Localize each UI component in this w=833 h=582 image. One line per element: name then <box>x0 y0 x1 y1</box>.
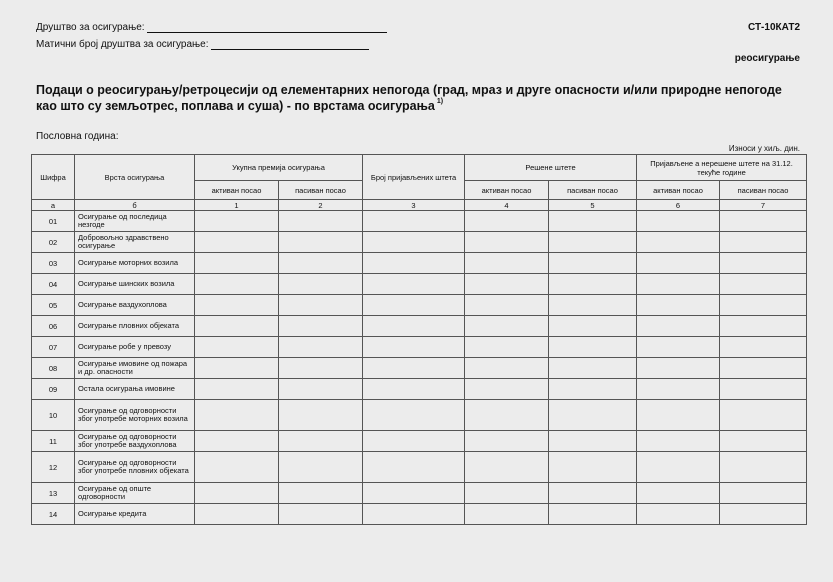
table-row <box>32 483 807 504</box>
value-cell[interactable] <box>465 483 549 504</box>
header-settled-passive: пасиван посао <box>549 181 637 200</box>
index-cell: 4 <box>465 200 549 211</box>
value-cell[interactable] <box>279 253 363 274</box>
value-cell[interactable] <box>720 274 807 295</box>
table-row <box>32 337 807 358</box>
value-cell[interactable] <box>465 358 549 379</box>
index-cell: 1 <box>195 200 279 211</box>
value-cell[interactable] <box>279 337 363 358</box>
row-code: 11 <box>32 431 75 452</box>
value-cell[interactable] <box>549 504 637 525</box>
index-cell: 5 <box>549 200 637 211</box>
row-insurance-type: Осигурање од опште одговорности <box>75 483 195 504</box>
value-cell[interactable] <box>279 358 363 379</box>
row-insurance-type: Осигурање од одговорности због употребе ваздухоплова <box>75 431 195 452</box>
value-cell[interactable] <box>637 379 720 400</box>
form-code: СТ-10КАТ2 <box>747 22 800 33</box>
row-insurance-type: Осигурање од последица незгоде <box>75 211 195 232</box>
value-cell[interactable] <box>549 337 637 358</box>
table-row <box>32 504 807 525</box>
row-code: 07 <box>32 337 75 358</box>
value-cell[interactable] <box>465 431 549 452</box>
value-cell[interactable] <box>549 358 637 379</box>
company-field[interactable] <box>147 23 387 33</box>
row-insurance-type: Осигурање моторних возила <box>75 253 195 274</box>
value-cell[interactable] <box>363 316 465 337</box>
header-reported-claims: Пријављене а нерешене штете на 31.12. текуће године <box>637 155 807 181</box>
row-code: 10 <box>32 400 75 431</box>
table-row <box>32 295 807 316</box>
value-cell[interactable] <box>465 295 549 316</box>
value-cell[interactable] <box>720 232 807 253</box>
header-code: Шифра <box>32 155 75 200</box>
index-cell: б <box>75 200 195 211</box>
table-row <box>32 253 807 274</box>
table-row <box>32 232 807 253</box>
value-cell[interactable] <box>720 452 807 483</box>
value-cell[interactable] <box>720 379 807 400</box>
value-cell[interactable] <box>279 211 363 232</box>
header-premium-passive: пасиван посао <box>279 181 363 200</box>
value-cell[interactable] <box>465 379 549 400</box>
header-settled-claims: Решене штете <box>465 155 637 181</box>
value-cell[interactable] <box>549 400 637 431</box>
form-subtitle: реосигурање <box>734 53 800 64</box>
value-cell[interactable] <box>637 295 720 316</box>
value-cell[interactable] <box>549 211 637 232</box>
company-label: Друштво за осигурање: <box>36 22 145 33</box>
value-cell[interactable] <box>720 316 807 337</box>
value-cell[interactable] <box>720 211 807 232</box>
value-cell[interactable] <box>465 400 549 431</box>
header-total-premium: Укупна премија осигурања <box>195 155 363 181</box>
value-cell[interactable] <box>549 316 637 337</box>
header-claims-count: Број пријављених штета <box>363 155 465 200</box>
value-cell[interactable] <box>637 274 720 295</box>
value-cell[interactable] <box>549 274 637 295</box>
row-insurance-type: Осигурање ваздухоплова <box>75 295 195 316</box>
value-cell[interactable] <box>363 483 465 504</box>
value-cell[interactable] <box>279 274 363 295</box>
value-cell[interactable] <box>195 504 279 525</box>
value-cell[interactable] <box>195 295 279 316</box>
value-cell[interactable] <box>195 232 279 253</box>
row-code: 13 <box>32 483 75 504</box>
row-insurance-type: Осигурање кредита <box>75 504 195 525</box>
row-code: 04 <box>32 274 75 295</box>
value-cell[interactable] <box>720 295 807 316</box>
header-reported-passive: пасиван посао <box>720 181 807 200</box>
value-cell[interactable] <box>720 253 807 274</box>
value-cell[interactable] <box>195 431 279 452</box>
value-cell[interactable] <box>279 452 363 483</box>
value-cell[interactable] <box>637 358 720 379</box>
page-title-text: Подаци о реосигурању/ретроцесији од елементарних непогода (град, мраз и друге опасности и/или природне непогоде као што су земљотрес, поплава и суша) - по врстама осигурања <box>36 83 782 114</box>
table-row <box>32 316 807 337</box>
value-cell[interactable] <box>465 316 549 337</box>
title-footnote: 1) <box>436 98 444 105</box>
value-cell[interactable] <box>363 504 465 525</box>
value-cell[interactable] <box>195 483 279 504</box>
row-insurance-type: Осигурање шинских возила <box>75 274 195 295</box>
value-cell[interactable] <box>549 483 637 504</box>
value-cell[interactable] <box>465 211 549 232</box>
index-cell: 3 <box>363 200 465 211</box>
value-cell[interactable] <box>637 211 720 232</box>
company-line <box>36 22 387 33</box>
value-cell[interactable] <box>363 274 465 295</box>
value-cell[interactable] <box>549 452 637 483</box>
value-cell[interactable] <box>195 211 279 232</box>
value-cell[interactable] <box>549 379 637 400</box>
value-cell[interactable] <box>363 253 465 274</box>
table-row <box>32 211 807 232</box>
table-row <box>32 400 807 431</box>
value-cell[interactable] <box>195 452 279 483</box>
value-cell[interactable] <box>637 400 720 431</box>
value-cell[interactable] <box>720 431 807 452</box>
value-cell[interactable] <box>720 358 807 379</box>
units-label: Износи у хиљ. дин. <box>728 144 800 153</box>
value-cell[interactable] <box>465 253 549 274</box>
value-cell[interactable] <box>195 253 279 274</box>
row-insurance-type: Остала осигурања имовине <box>75 379 195 400</box>
header-insurance-type: Врста осигурања <box>75 155 195 200</box>
value-cell[interactable] <box>720 337 807 358</box>
value-cell[interactable] <box>363 431 465 452</box>
value-cell[interactable] <box>363 400 465 431</box>
index-row <box>32 200 807 211</box>
value-cell[interactable] <box>279 295 363 316</box>
value-cell[interactable] <box>363 295 465 316</box>
value-cell[interactable] <box>363 232 465 253</box>
value-cell[interactable] <box>363 337 465 358</box>
reg-number-label: Матични број друштва за осигурање: <box>36 39 209 50</box>
row-code: 06 <box>32 316 75 337</box>
value-cell[interactable] <box>279 232 363 253</box>
value-cell[interactable] <box>279 400 363 431</box>
value-cell[interactable] <box>720 483 807 504</box>
row-code: 08 <box>32 358 75 379</box>
row-code: 09 <box>32 379 75 400</box>
value-cell[interactable] <box>465 337 549 358</box>
value-cell[interactable] <box>465 232 549 253</box>
value-cell[interactable] <box>637 232 720 253</box>
header-settled-active: активан посао <box>465 181 549 200</box>
row-insurance-type: Осигурање пловних објеката <box>75 316 195 337</box>
row-code: 01 <box>32 211 75 232</box>
value-cell[interactable] <box>637 431 720 452</box>
value-cell[interactable] <box>279 483 363 504</box>
value-cell[interactable] <box>363 452 465 483</box>
data-table <box>31 154 807 525</box>
value-cell[interactable] <box>465 274 549 295</box>
table-row <box>32 379 807 400</box>
table-row <box>32 452 807 483</box>
value-cell[interactable] <box>195 358 279 379</box>
reg-number-field[interactable] <box>211 40 369 50</box>
value-cell[interactable] <box>195 274 279 295</box>
value-cell[interactable] <box>195 400 279 431</box>
row-code: 14 <box>32 504 75 525</box>
value-cell[interactable] <box>637 337 720 358</box>
business-year-label: Пословна година: <box>36 131 119 142</box>
value-cell[interactable] <box>279 504 363 525</box>
value-cell[interactable] <box>465 504 549 525</box>
page-title <box>36 83 806 113</box>
row-code: 05 <box>32 295 75 316</box>
value-cell[interactable] <box>637 452 720 483</box>
header-premium-active: активан посао <box>195 181 279 200</box>
row-insurance-type: Добровољно здравствено осигурање <box>75 232 195 253</box>
table-body <box>32 211 807 525</box>
index-cell: а <box>32 200 75 211</box>
table-row <box>32 274 807 295</box>
index-cell: 6 <box>637 200 720 211</box>
value-cell[interactable] <box>279 431 363 452</box>
table-row <box>32 358 807 379</box>
value-cell[interactable] <box>279 316 363 337</box>
value-cell[interactable] <box>549 232 637 253</box>
table-row <box>32 431 807 452</box>
value-cell[interactable] <box>549 431 637 452</box>
value-cell[interactable] <box>637 316 720 337</box>
value-cell[interactable] <box>637 253 720 274</box>
value-cell[interactable] <box>549 295 637 316</box>
value-cell[interactable] <box>363 379 465 400</box>
row-code: 12 <box>32 452 75 483</box>
row-insurance-type: Осигурање од одговорности због употребе пловних објеката <box>75 452 195 483</box>
index-cell: 7 <box>720 200 807 211</box>
value-cell[interactable] <box>279 379 363 400</box>
row-insurance-type: Осигурање робе у превозу <box>75 337 195 358</box>
value-cell[interactable] <box>195 337 279 358</box>
value-cell[interactable] <box>720 400 807 431</box>
value-cell[interactable] <box>363 211 465 232</box>
value-cell[interactable] <box>637 483 720 504</box>
index-cell: 2 <box>279 200 363 211</box>
value-cell[interactable] <box>363 358 465 379</box>
value-cell[interactable] <box>195 316 279 337</box>
row-code: 02 <box>32 232 75 253</box>
value-cell[interactable] <box>637 504 720 525</box>
header-reported-active: активан посао <box>637 181 720 200</box>
value-cell[interactable] <box>195 379 279 400</box>
value-cell[interactable] <box>465 452 549 483</box>
reg-number-line <box>36 39 369 50</box>
value-cell[interactable] <box>720 504 807 525</box>
row-code: 03 <box>32 253 75 274</box>
value-cell[interactable] <box>549 253 637 274</box>
row-insurance-type: Осигурање имовине од пожара и др. опасности <box>75 358 195 379</box>
row-insurance-type: Осигурање од одговорности због употребе моторних возила <box>75 400 195 431</box>
